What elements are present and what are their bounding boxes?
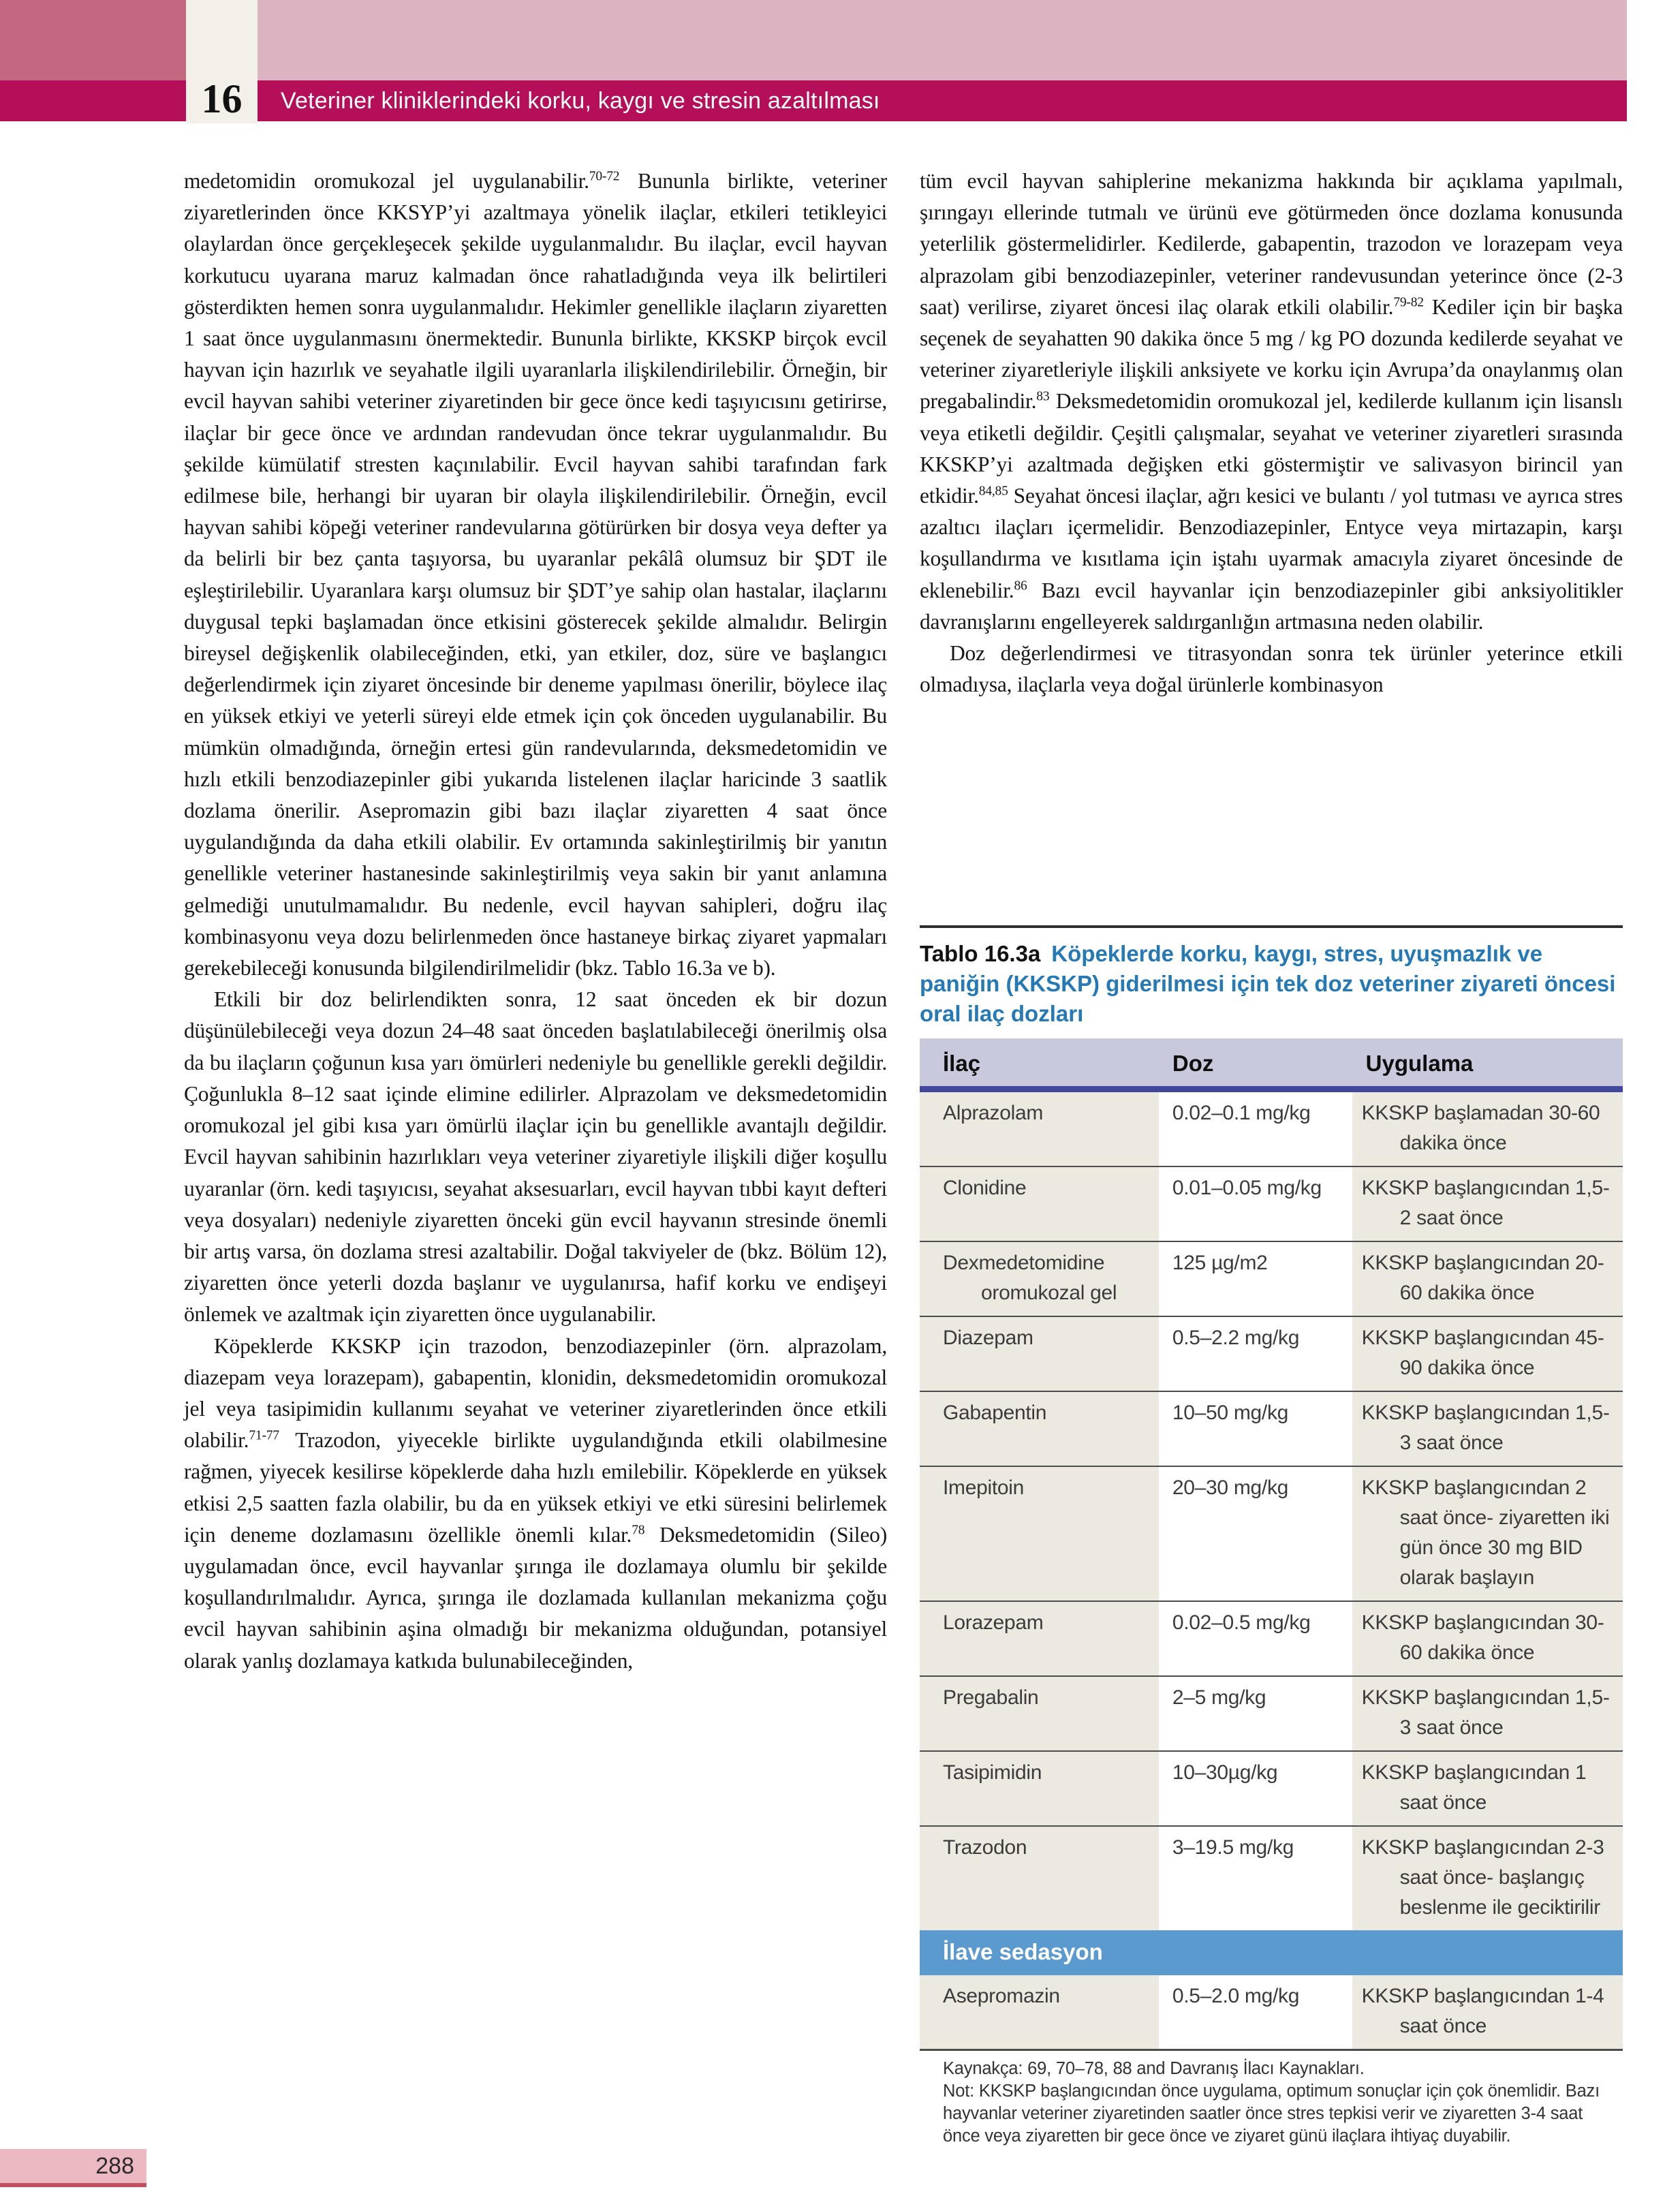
cell-drug: Imepitoin [920,1466,1159,1601]
cell-drug: Dexmedetomidine oromukozal gel [920,1241,1159,1316]
cell-dose: 10–50 mg/kg [1159,1391,1352,1466]
table-row [920,1166,1623,1241]
table-row [920,1391,1623,1466]
table-footnote-note: Not: KKSKP başlangıcından önce uygulama, optimum sonuçlar için çok önemlidir. Bazı hayvanlar veteriner ziyaretinden saatler önce stres tepkisi verir ve ziyaretten 3-4 saat önce veya ziyaretten bir gece önce ve ziyaret günü ilaçlara ihtiyaç duyabilir. [943,2082,1600,2146]
drug-dose-table-block [920,925,1623,2153]
cell-drug: Clonidine [920,1166,1159,1241]
cell-drug: Asepromazin [943,1985,1060,2007]
cell-dose: 0.5–2.0 mg/kg [1159,1975,1352,2049]
table-row [920,1676,1623,1751]
cell-drug: Lorazepam [920,1601,1159,1676]
cell-drug: Trazodon [920,1826,1159,1930]
column-header-application: Uygulama [1352,1038,1623,1089]
cell-application: KKSKP başlangıcından 1,5-2 saat önce [1352,1166,1623,1241]
table-title [920,928,1623,1038]
table-row [920,1089,1623,1167]
cell-drug: Tasipimidin [920,1751,1159,1826]
cell-application: KKSKP başlangıcından 30-60 dakika önce [1352,1601,1623,1676]
table-header-row [920,1038,1623,1089]
body-paragraph: Etkili bir doz belirlendikten sonra, 12 saat önceden ek bir dozun düşünülebileceği veya dozun 24–48 saat önceden başlatılabileceği önerilmiş olsa da bu ilaçların çoğunun kısa yarı ömürleri nedeniyle bu genellikle gerekli değildir. Çoğunlukla 8–12 saat içinde elimine edilirler. Alprazolam ve deksmedetomidin oromukozal jel gibi kısa yarı ömürlü ilaçlar için bu genellikle avantajlı değildir. Evcil hayvan sahibinin hazırlıkları veya veteriner ziyaretiyle ilişkili diğer koşullu uyaranlar (örn. kedi taşıyıcısı, seyahat aksesuarları, evcil hayvan tıbbi kayıt defteri veya dosyaları) nedeniyle ziyaretten önceki gün evcil hayvanın stresinde önemli bir artış varsa, ön dozlama stresi azaltabilir. Doğal takviyeler de (bkz. Bölüm 12), ziyaretten önce yeterli dozda başlanır ve uygulanırsa, hafif korku ve endişeyi önlemek ve azaltmak için ziyaretten önce uygulanabilir. [184,987,887,1327]
body-paragraph: Köpeklerde KKSKP için trazodon, benzodiazepinler (örn. alprazolam, diazepam veya lorazepam), gabapentin, klonidin, deksmedetomidin oromukozal jel veya tasipimidin kullanımı seyahat ve veteriner ziyaretlerinden önce etkili olabilir.$^{71-77}$ Trazodon, yiyecekle birlikte uygulandığında etkili olabilmesine rağmen, yiyecek kesilirse köpeklerde daha hızlı emilebilir. Köpeklerde en yüksek etkisi 2,5 saatten fazla olabilir, bu da en yüksek etkiyi ve etki süresini belirlemek için deneme dozlamasını özellikle önemli kılar.$^{78}$ Deksmedetomidin (Sileo) uygulamadan önce, evcil hayvanlar şırınga ile dozlamaya olumlu bir şekilde koşullandırılmalıdır. Ayrıca, şırınga ile dozlamada kullanılan mekanizma çoğu evcil hayvan sahibinin aşina olmadığı bir mekanizma olduğundan, potansiyel olarak yanlış dozlamaya katkıda bulunabileceğinden, [184,1333,887,1673]
table-section-header-row [920,1930,1623,1975]
body-paragraph: Doz değerlendirmesi ve titrasyondan sonra tek ürünler yeterince etkili olmadıysa, ilaçlarla veya doğal ürünlerle kombinasyon [920,641,1623,697]
chapter-number: 16 [201,76,243,121]
column-header-drug: İlaç [920,1038,1159,1089]
table-row [920,1601,1623,1676]
column-header-dose: Doz [1159,1038,1352,1089]
page-number-bar [0,2149,146,2187]
cell-dose: 125 µg/m2 [1159,1241,1352,1316]
banner-mauve-block [0,0,186,80]
cell-dose: 20–30 mg/kg [1159,1466,1352,1601]
cell-dose: 2–5 mg/kg [1159,1676,1352,1751]
cell-application: KKSKP başlangıcından 1 saat önce [1352,1751,1623,1826]
cell-drug: Pregabalin [920,1676,1159,1751]
table-row [920,1975,1623,2049]
section-header: İlave sedasyon [920,1930,1623,1975]
table-label: Tablo 16.3a [920,941,1041,966]
cell-application: KKSKP başlangıcından 1,5-3 saat önce [1352,1391,1623,1466]
cell-application: KKSKP başlangıcından 45-90 dakika önce [1352,1316,1623,1391]
cell-application: KKSKP başlangıcından 1,5-3 saat önce [1352,1676,1623,1751]
page-number: 288 [95,2152,134,2179]
cell-dose: 10–30µg/kg [1159,1751,1352,1826]
chapter-title: Veteriner kliniklerindeki korku, kaygı ve stresin azaltılması [281,88,880,114]
cell-drug: Diazepam [920,1316,1159,1391]
cell-application: KKSKP başlamadan 30-60 dakika önce [1361,1102,1600,1154]
table-row [920,1751,1623,1826]
cell-dose: 0.5–2.2 mg/kg [1159,1316,1352,1391]
table-footnotes [920,2049,1623,2153]
cell-dose: 0.02–0.1 mg/kg [1159,1089,1352,1167]
table-row [920,1241,1623,1316]
drug-dose-table [920,1038,1623,2049]
right-column [920,166,1623,700]
cell-application: KKSKP başlangıcından 2-3 saat önce- başlangıç beslenme ile geciktirilir [1352,1826,1623,1930]
cell-dose: 0.01–0.05 mg/kg [1159,1166,1352,1241]
cell-application: KKSKP başlangıcından 1-4 saat önce [1361,1985,1604,2037]
table-title-text: Köpeklerde korku, kaygı, stres, uyuşmazlık ve paniğin (KKSKP) giderilmesi için tek doz veteriner ziyareti öncesi oral ilaç dozları [920,941,1616,1026]
cell-application: KKSKP başlangıcından 2 saat önce- ziyaretten iki gün önce 30 mg BID olarak başlayın [1352,1466,1623,1601]
body-paragraph: tüm evcil hayvan sahiplerine mekanizma hakkında bir açıklama yapılmalı, şırıngayı ellerinde tutmalı ve ürünü eve götürmeden önce dozlama konusunda yeterlilik göstermelidirler. Kedilerde, gabapentin, trazodon ve lorazepam veya alprazolam gibi benzodiazepinler, veteriner randevusundan yeterince önce (2-3 saat) verilirse, ziyaret öncesi ilaç olarak etkili olabilir.$^{79-82}$ Kediler için bir başka seçenek de seyahatten 90 dakika önce 5 mg / kg PO dozunda kedilerde seyahat ve veteriner ziyaretleriyle ilişkili anksiyete ve korku için Avrupa’da onaylanmış olan pregabalindir.$^{83}$ Deksmedetomidin oromukozal jel, kedilerde kullanım için lisanslı veya etiketli değildir. Çeşitli çalışmalar, seyahat ve veteriner ziyaretleri sırasında KKSKP’yi azaltmada değişken etki göstermiştir ve salivasyon birincil yan etkidir.$^{84,85}$ Seyahat öncesi ilaçlar, ağrı kesici ve bulantı / yol tutması ve ayrıca stres azaltıcı ilaçları içermelidir. Benzodiazepinler, Entyce veya mirtazapin, karşı koşullandırma ve kısıtlama için iştahı uyarmak amacıyla ziyaret öncesinde de eklenebilir.$^{86}$ Bazı evcil hayvanlar için benzodiazepinler gibi anksiyolitikler davranışlarını engelleyerek saldırganlığın artmasına neden olabilir. [920,169,1623,634]
cell-dose: 3–19.5 mg/kg [1159,1826,1352,1930]
cell-drug: Gabapentin [920,1391,1159,1466]
chapter-number-tab [186,0,258,123]
body-paragraph: medetomidin oromukozal jel uygulanabilir.$^{70-72}$ Bununla birlikte, veteriner ziyaretlerinden önce KKSYP’yi azaltmaya yönelik ilaçlar, etkileri tetikleyici olaylardan önce gerçekleşecek şekilde uygulanmalıdır. Bu ilaçlar, evcil hayvan korkutucu uyarana maruz kalmadan önce rahatladığında veya ilk belirtileri gösterdikten hemen sonra uygulanmalıdır. Hekimler genellikle ilaçların ziyaretten 1 saat önce uygulanmasını önermektedir. Bununla birlikte, KKSKP birçok evcil hayvan için hazırlık ve seyahatle ilgili uyaranlarla ilişkilendirilebilir. Örneğin, bir evcil hayvan sahibi veteriner ziyaretinden bir gece önce kedi taşıyıcısını getirirse, ilaçlar bir gece önce ve ardından randevudan önce tekrar uygulanmalıdır. Bu şekilde kümülatif stresten kaçınılabilir. Evcil hayvan sahibi tarafından fark edilmese bile, herhangi bir uyaran bir olayla ilişkilendirilebilir. Örneğin, evcil hayvan sahibi köpeği veteriner randevularına götürürken bir dosya veya defter ya da belirli bir bez çanta taşıyorsa, bu uyaranlar pekâlâ olumsuz bir ŞDT ile eşleştirilebilir. Uyaranlara karşı olumsuz bir ŞDT’ye sahip olan hastalar, ilaçlarını duygusal tepki başlamadan önce etkisini gösterecek şekilde almalıdır. Belirgin bireysel değişkenlik olabileceğinden, etki, yan etkiler, doz, süre ve başlangıcı değerlendirmek için ziyaret öncesinde bir deneme yapılması önerilir, böylece ilaç en yüksek etkiyi ve yeterli süreyi elde etmek için çok önceden uygulanabilir. Bu mümkün olmadığında, örneğin ertesi gün randevularında, deksmedetomidin ve hızlı etkili benzodiazepinler gibi yukarıda listelenen ilaçlar haricinde 3 saatlik dozlama önerilir. Asepromazin gibi bazı ilaçlar ziyaretten 4 saat önce uygulandığında da daha etkili olabilir. Ev ortamında sakinleştirilmiş bir yanıtın genellikle veteriner hastanesinde sakinleştirilmiş veya sakin bir yanıt anlamına gelmediği unutulmamalıdır. Bu nedenle, evcil hayvan sahipleri, doğru ilaç kombinasyonu veya dozu belirlenmeden önce hastaneye birkaç ziyaret yapmaları gerekebileceği konusunda bilgilendirilmelidir (bkz. Tablo 16.3a ve b). [184,169,887,980]
cell-dose: 0.02–0.5 mg/kg [1159,1601,1352,1676]
left-column [184,166,887,1677]
cell-application: KKSKP başlangıcından 20-60 dakika önce [1352,1241,1623,1316]
cell-drug: Alprazolam [943,1102,1044,1124]
table-row [920,1826,1623,1930]
table-row [920,1466,1623,1601]
table-row [920,1316,1623,1391]
table-footnote-source: Kaynakça: 69, 70–78, 88 and Davranış İlacı Kaynakları. [943,2059,1365,2078]
